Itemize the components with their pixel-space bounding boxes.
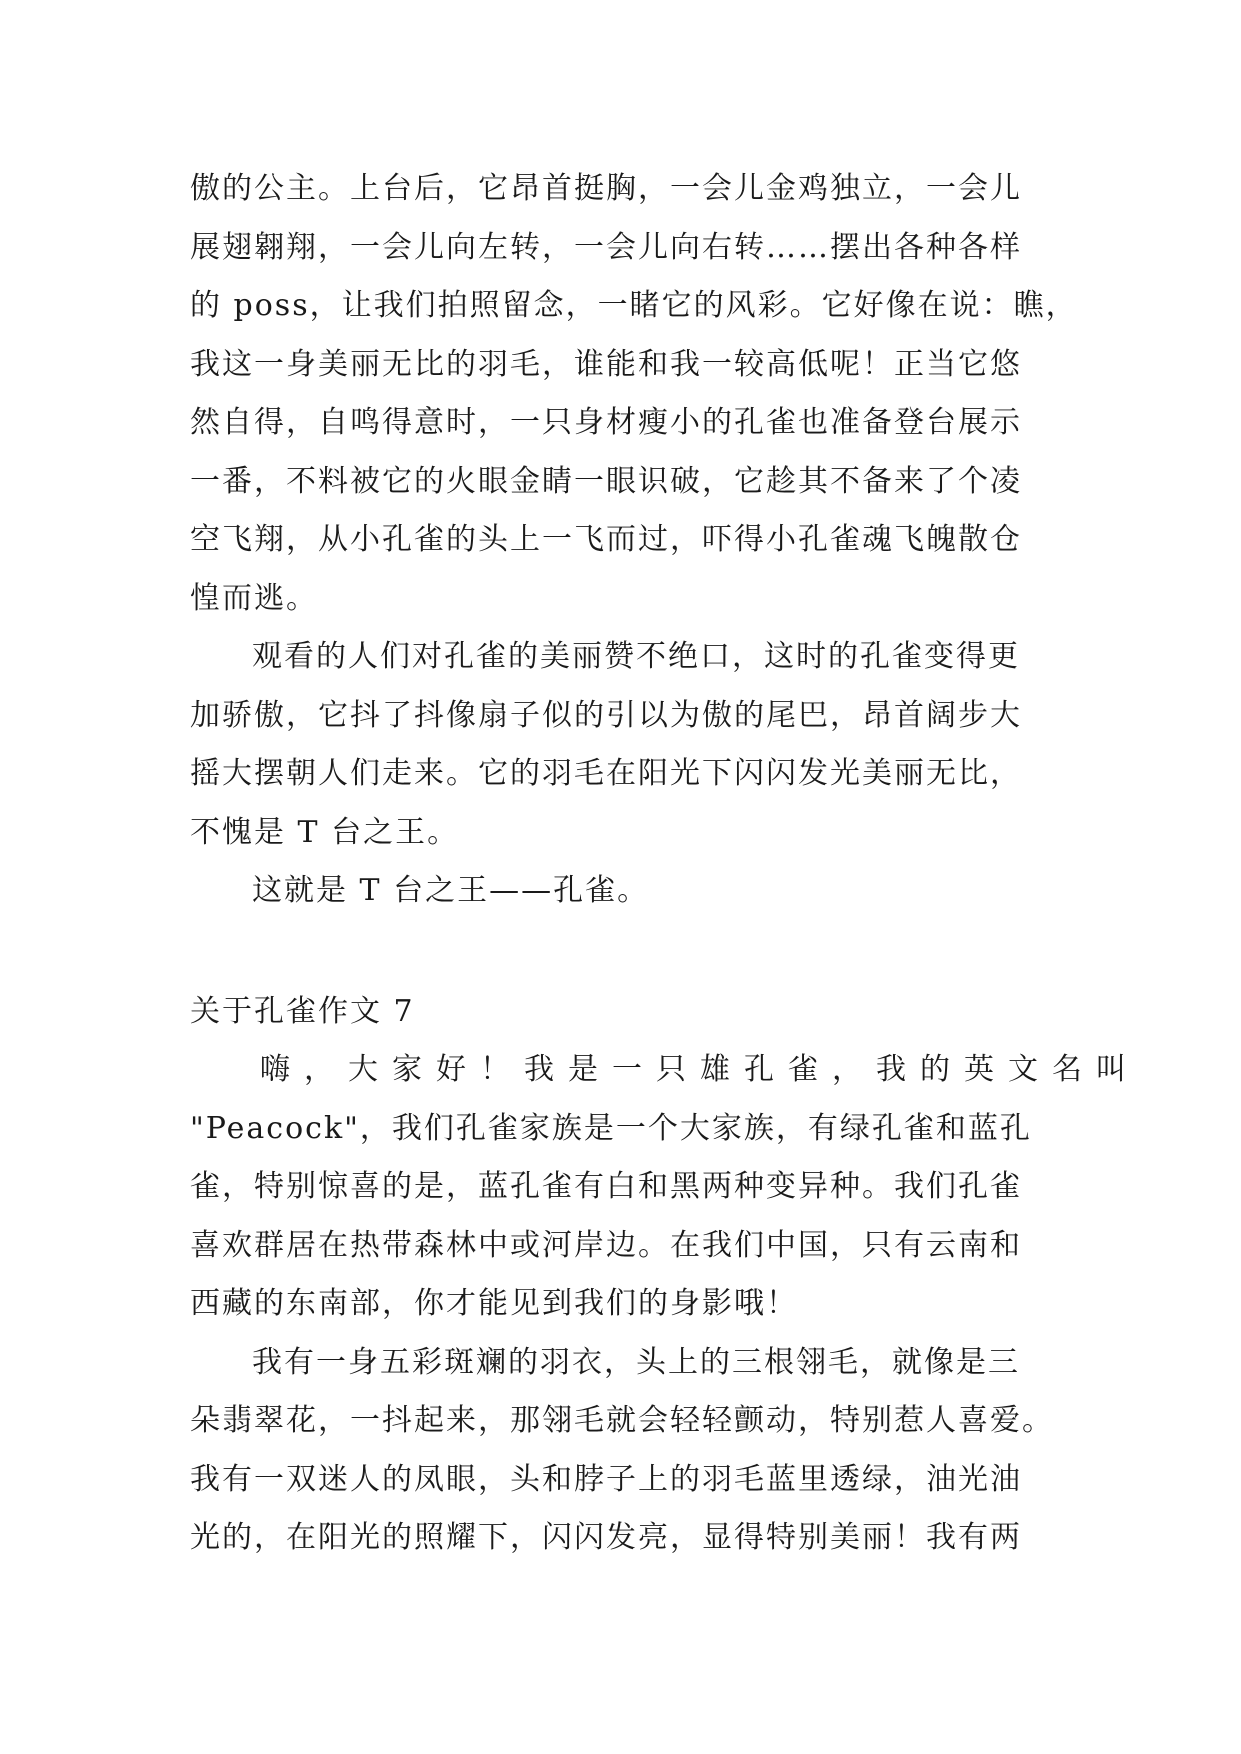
text-line: 嗨，大家好！我是一只雄孔雀，我的英文名叫 [260,1052,1140,1087]
text-line: 我有一身五彩斑斓的羽衣，头上的三根翎毛，就像是三 [252,1344,1020,1380]
text-line: 展翅翱翔，一会儿向左转，一会儿向右转……摆出各种各样 [190,229,1022,265]
text-line: 我这一身美丽无比的羽毛，谁能和我一较高低呢！正当它悠 [190,346,1022,382]
text-line: 雀，特别惊喜的是，蓝孔雀有白和黑两种变异种。我们孔雀 [190,1169,1022,1204]
document-body [190,160,1140,1568]
text-line: 加骄傲，它抖了抖像扇子似的引以为傲的尾巴，昂首阔步大 [190,697,1022,733]
text-line: "Peacock"，我们孔雀家族是一个大家族，有绿孔雀和蓝孔 [190,1110,1032,1146]
text-line: 不愧是 T 台之王。 [190,814,460,850]
section-gap [190,921,1070,983]
text-line: 朵翡翠花，一抖起来，那翎毛就会轻轻颤动，特别惹人喜爱。 [190,1403,1054,1438]
essay-title: 关于孔雀作文 7 [190,993,415,1029]
text-line: 这就是 T 台之王——孔雀。 [252,873,650,908]
text-line: 观看的人们对孔雀的美丽赞不绝口，这时的孔雀变得更 [252,639,1020,674]
text-line: 然自得，自鸣得意时，一只身材瘦小的孔雀也准备登台展示 [190,405,1022,440]
text-line: 一番，不料被它的火眼金睛一眼识破，它趁其不备来了个凌 [190,463,1022,499]
text-line: 我有一双迷人的凤眼，头和脖子上的羽毛蓝里透绿，油光油 [190,1461,1022,1497]
text-line: 喜欢群居在热带森林中或河岸边。在我们中国，只有云南和 [190,1227,1022,1263]
text-line: 的 poss，让我们拍照留念，一睹它的风彩。它好像在说：瞧， [190,288,1078,323]
text-line: 光的，在阳光的照耀下，闪闪发亮，显得特别美丽！我有两 [190,1520,1022,1555]
text-line: 惶而逃。 [190,580,318,616]
text-line: 摇大摆朝人们走来。它的羽毛在阳光下闪闪发光美丽无比， [190,756,1022,791]
text-line: 空飞翔，从小孔雀的头上一飞而过，吓得小孔雀魂飞魄散仓 [190,522,1022,557]
text-line: 西藏的东南部，你才能见到我们的身影哦！ [190,1286,798,1321]
text-line: 傲的公主。上台后，它昂首挺胸，一会儿金鸡独立，一会儿 [190,171,1022,206]
